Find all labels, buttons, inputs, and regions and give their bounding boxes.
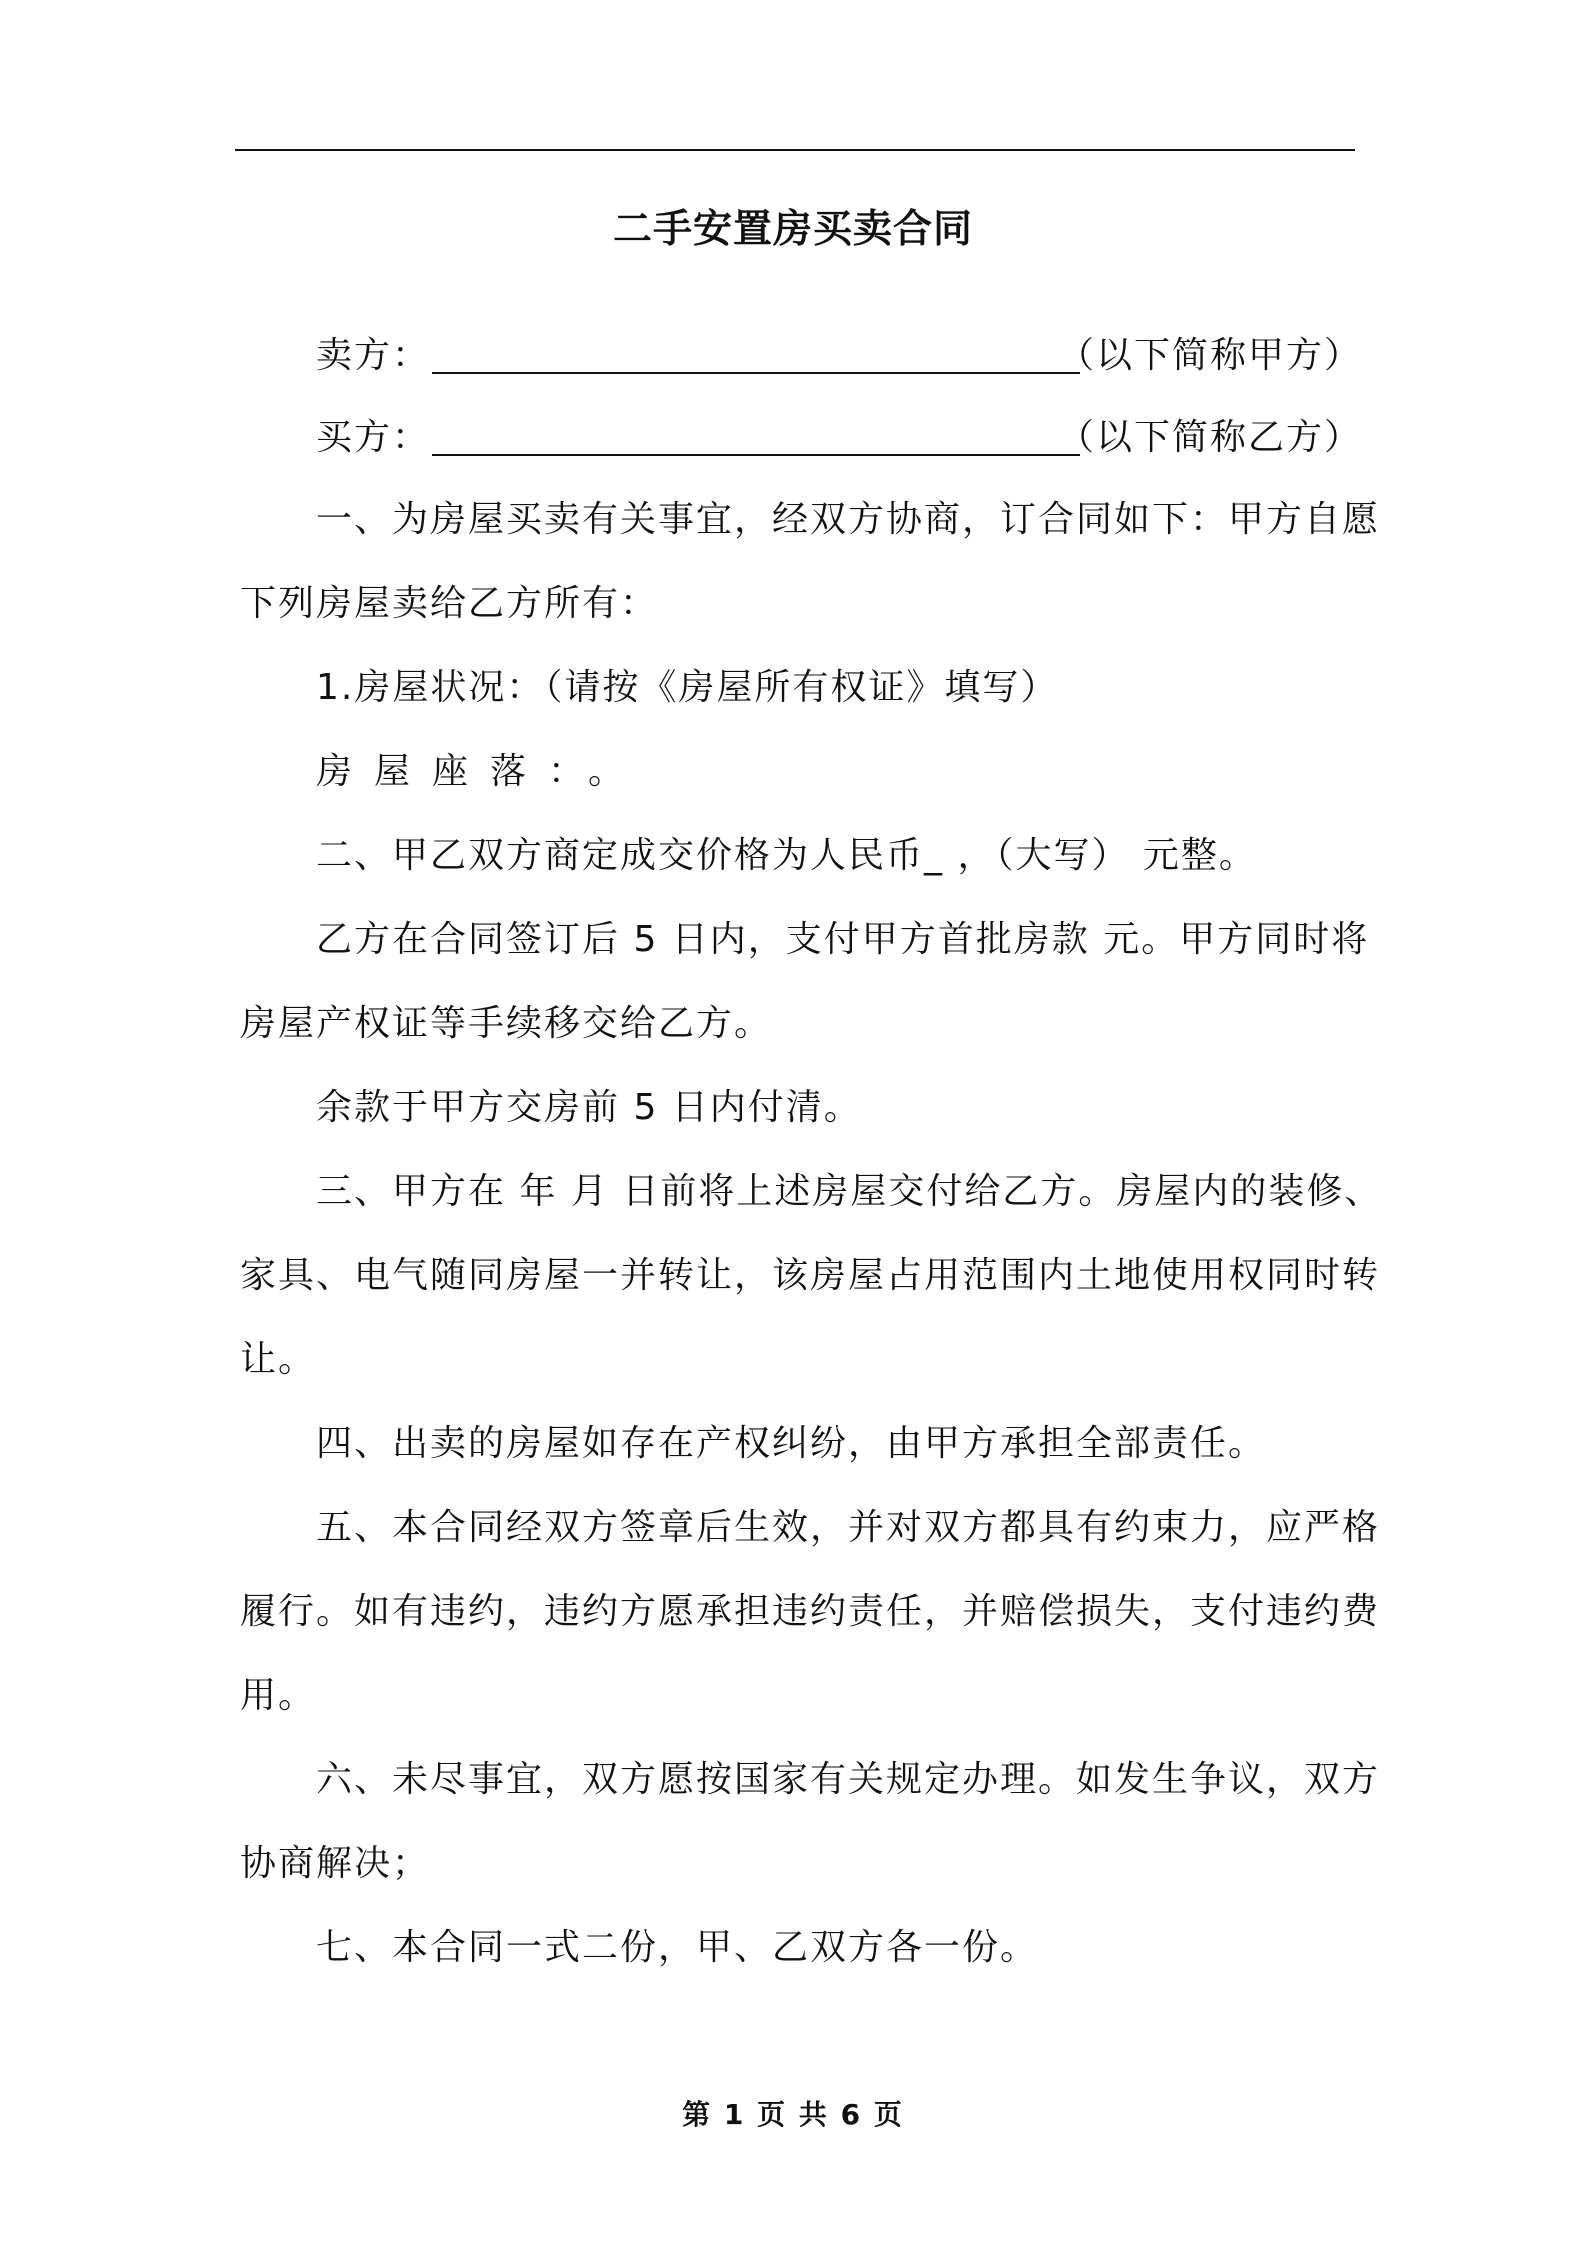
clause-4-line-1: 四、出卖的房屋如存在产权纠纷，由甲方承担全部责任。: [316, 1423, 1267, 1464]
seller-note: （以下简称甲方）: [1057, 335, 1362, 376]
document-title: 二手安置房买卖合同: [612, 207, 973, 252]
balance-line: 余款于甲方交房前 5 日内付清。: [316, 1087, 862, 1128]
clause-5-line-3: 用。: [240, 1675, 317, 1716]
clause-5-line-2: 履行。如有违约，违约方愿承担违约责任，并赔偿损失，支付违约费: [240, 1591, 1381, 1632]
clause-1-line-2: 下列房屋卖给乙方所有：: [240, 583, 659, 624]
house-location-line: 房屋座落：。: [316, 751, 647, 792]
payment-line-1: 乙方在合同签订后 5 日内，支付甲方首批房款 元。甲方同时将: [316, 919, 1370, 960]
buyer-label: 买方：: [316, 417, 431, 458]
clause-3-line-3: 让。: [240, 1339, 317, 1380]
clause-6-line-1: 六、未尽事宜，双方愿按国家有关规定办理。如发生争议，双方: [316, 1759, 1381, 1800]
house-status-line: 1.房屋状况：（请按《房屋所有权证》填写）: [316, 667, 1059, 708]
clause-2-line-1: 二、甲乙双方商定成交价格为人民币_ ，（大写） 元整。: [316, 835, 1257, 876]
header-rule: [235, 149, 1355, 151]
seller-label: 卖方：: [316, 335, 431, 376]
buyer-blank: [432, 414, 1080, 456]
page-footer: 第 1 页 共 6 页: [682, 2098, 904, 2131]
buyer-note: （以下简称乙方）: [1057, 417, 1362, 458]
clause-6-line-2: 协商解决；: [240, 1843, 431, 1884]
clause-3-line-2: 家具、电气随同房屋一并转让，该房屋占用范围内土地使用权同时转: [240, 1255, 1381, 1296]
clause-5-line-1: 五、本合同经双方签章后生效，并对双方都具有约束力，应严格: [316, 1507, 1381, 1548]
clause-7-line-1: 七、本合同一式二份，甲、乙双方各一份。: [316, 1927, 1039, 1968]
clause-1-line-1: 一、为房屋买卖有关事宜，经双方协商，订合同如下：甲方自愿: [316, 499, 1381, 540]
clause-3-line-1: 三、甲方在 年 月 日前将上述房屋交付给乙方。房屋内的装修、: [316, 1171, 1383, 1212]
payment-line-2: 房屋产权证等手续移交给乙方。: [240, 1003, 773, 1044]
seller-blank: [432, 332, 1080, 374]
